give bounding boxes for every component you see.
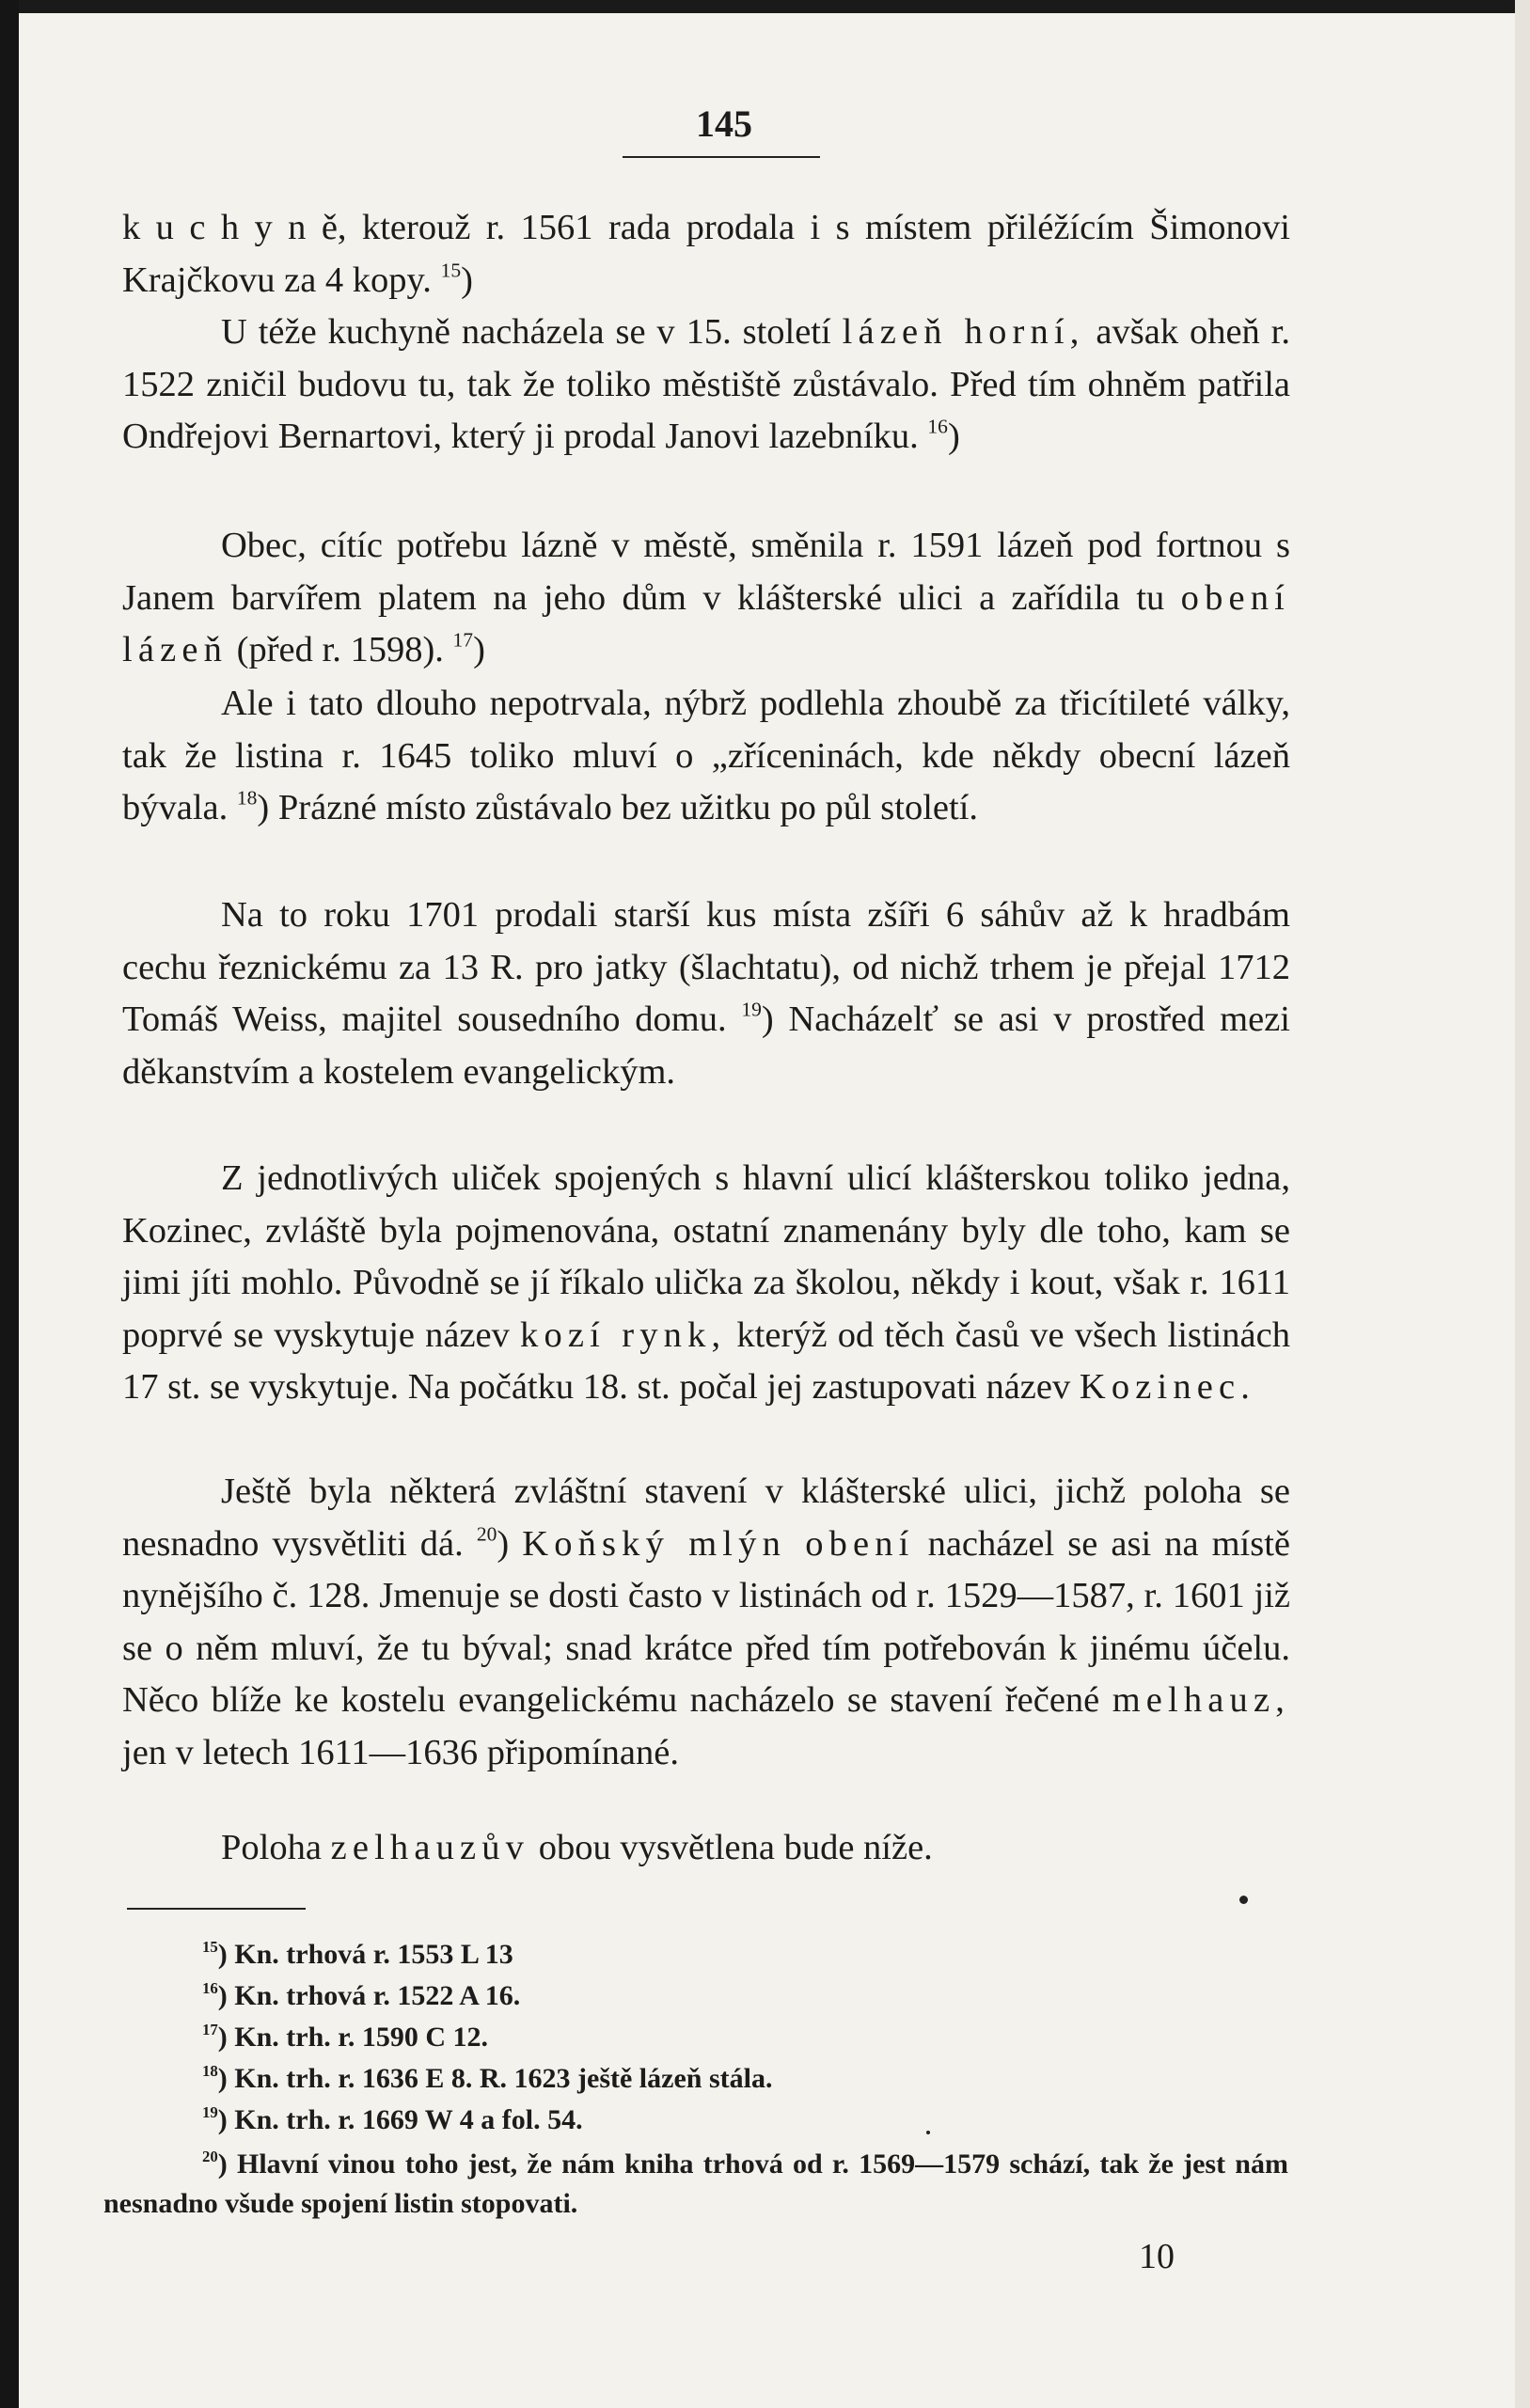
text-run: k u c h y n ě, [122,208,347,247]
spaced-emphasis: Koňský mlýn obení [522,1523,915,1564]
text-run: Obec, cítíc potřebu lázně v městě, směnila r. 1591 lázeň pod fortnou s Janem barvířem platem na jeho dům v klášterské ulici a zařídila tu [122,526,1290,618]
paragraph-7 [122,1466,1290,1779]
text-run: ) Nacházelť se asi v prostřed mezi děkanstvím a kostelem evangelickým. [122,999,1291,1092]
footnote-ref: 15 [440,258,462,281]
text-run: ) [461,260,473,300]
ink-speck [1239,1896,1248,1904]
text-run: ) [947,417,960,456]
text-run: jen v letech 1611—1636 připomínané. [122,1732,679,1772]
paragraph-6 [122,1153,1290,1414]
text-run: avšak oheň r. 1522 zničil budovu tu, tak že toliko městiště zůstávalo. Před tím ohněm patřila Ondřejovi Bernartovi, který ji prodal Janovi lazebníku. [122,312,1291,456]
spaced-emphasis: kozí rynk, [520,1314,727,1355]
text-run: Ale i tato dlouho nepotrvala, nýbrž podlehla zhoubě za třicítileté války, tak že listina r. 1645 toliko mluví o „zříceninách, kde někdy obecní lázeň bývala. [122,684,1290,827]
footnote-ref: 16 [927,415,948,438]
page-number-rule [623,156,820,158]
scan-edge-top [0,0,1530,13]
footnote-19: $^{19}$) Kn. trh. r. 1669 W 4 a fol. 54. [202,2102,583,2135]
text-run: Ještě byla některá zvláštní stavení v klášterské ulici, jichž poloha se nesnadno vysvětliti dá. [122,1472,1290,1564]
text-run: obou vysvětlena bude níže. [529,1828,933,1867]
text-run: ) [497,1523,523,1564]
footnote-17: $^{17}$) Kn. trh. r. 1590 C 12. [202,2020,489,2053]
footnote-ref: 18 [236,786,258,810]
signature-mark: 10 [1139,2237,1175,2276]
page-number: 145 [696,102,752,145]
scan-edge-left [0,0,19,2408]
footnote-16: $^{16}$) Kn. trhová r. 1522 A 16. [202,1978,521,2011]
text-run: kterouž r. 1561 rada prodala i s místem přiléžícím Šimonovi Krajčkovu za 4 kopy. [122,208,1290,300]
paragraph-3 [122,520,1290,677]
text-run: kterýž od těch časů ve všech listinách 17 st. se vyskytuje. Na počátku 18. st. počal jej zastupovati název [122,1314,1290,1407]
paragraph-8 [122,1822,1290,1875]
footnote-ref: 20 [476,1521,497,1545]
text-run: (před r. 1598). [228,630,453,669]
scan-edge-right [1515,0,1530,2408]
footnote-15: $^{15}$) Kn. trhová r. 1553 L 13 [202,1937,513,1970]
spaced-emphasis: obení lázeň [122,577,1290,669]
paragraph-5 [122,889,1290,1098]
footnote-20: $^{20}$) Hlavní vinou toho jest, že nám kniha trhová od r. 1569—1579 schází, tak že jest nám nesnadno všude spojení listin stopovati. [103,2147,1288,2219]
text-run: ) [473,630,485,669]
ink-speck [926,2131,930,2134]
text-run: U téže kuchyně nacházela se v 15. století [221,312,843,352]
spaced-emphasis: lázeň horní, [842,312,1085,352]
text-run: Poloha [221,1828,331,1867]
footnote-ref: 19 [741,998,762,1021]
footnote-rule [127,1908,306,1910]
footnote-ref: 17 [452,628,474,652]
text-run: nacházel se asi na místě nynějšího č. 128. Jmenuje se dosti často v listinách od r. 1529—1587, r. 1601 již se o něm mluví, že tu býval; snad krátce před tím potřebován k jinému účelu. Něco blíže ke kostelu evangelickému nacházelo se stavení řečené [122,1523,1290,1720]
paragraph-1 [122,202,1290,307]
text-run: ) Prázné místo zůstávalo bez užitku po půl století. [257,788,979,827]
spaced-emphasis: zelhauzův [330,1828,530,1867]
paragraph-4 [122,678,1290,835]
text-run: Z jednotlivých uliček spojených s hlavní ulicí klášterskou toliko jedna, Kozinec, zvláště byla pojmenována, ostatní znamenány byly dle toho, kam se jimi jíti mohlo. Původně se jí říkalo ulička za školou, někdy i kout, však r. 1611 poprvé se vyskytuje název [122,1158,1290,1355]
spaced-emphasis: Kozinec. [1079,1367,1256,1407]
text-run: Na to roku 1701 prodali starší kus místa zšíři 6 sáhův až k hradbám cechu řeznickému za 13 R. pro jatky (šlachtatu), od nichž trhem je přejal 1712 Tomáš Weiss, majitel sousedního domu. [122,895,1290,1039]
footnote-18: $^{18}$) Kn. trh. r. 1636 E 8. R. 1623 ještě lázeň stála. [202,2061,773,2094]
spaced-emphasis: melhauz, [1112,1680,1290,1720]
paragraph-2 [122,307,1290,464]
